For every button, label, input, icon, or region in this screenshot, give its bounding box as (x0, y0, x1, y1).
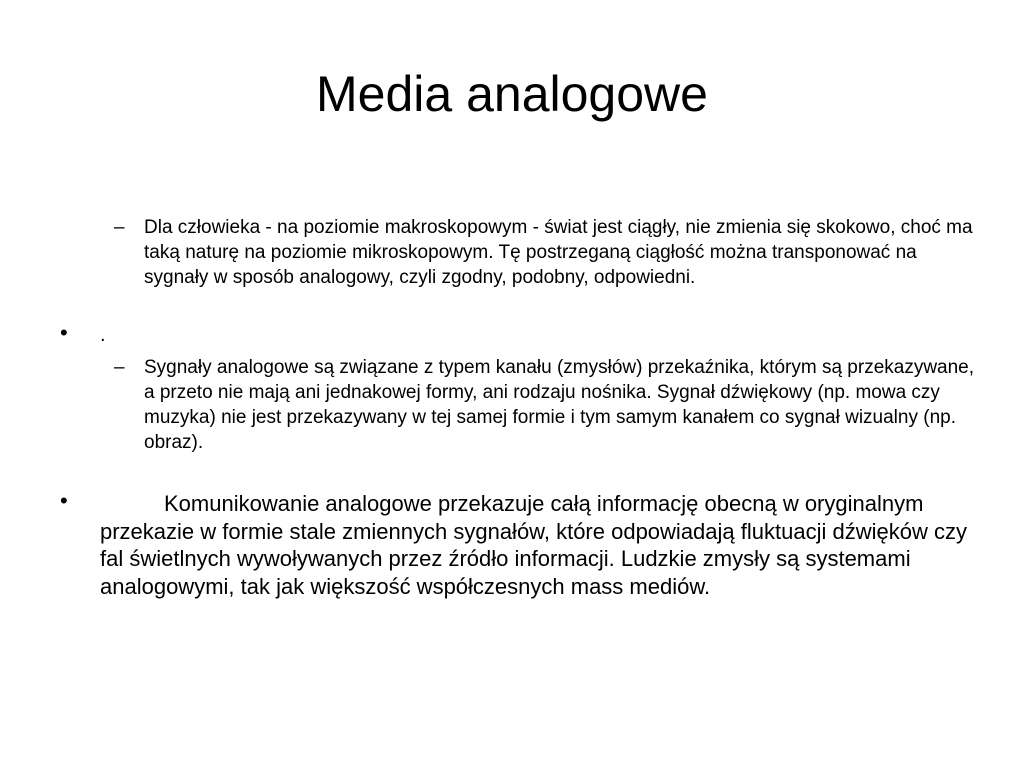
bullet-marker-2: • (60, 320, 68, 345)
slide-title: Media analogowe (316, 66, 708, 122)
sub-bullet-3 (100, 355, 980, 455)
bullet-2-text: . (100, 324, 106, 346)
sub-bullet-1 (100, 215, 980, 290)
dash-marker: – (114, 357, 125, 378)
bullet-marker-4: • (60, 488, 68, 513)
bullet-4-text: Komunikowanie analogowe przekazuje całą informację obecną w oryginalnym przekazie w formie stale zmiennych sygnałów, które odpowiadają fluktuacji dźwięków czy fal świetlnych wywoływanych przez źródło informacji. Ludzkie zmysły są systemami analogowymi, tak jak większość współczesnych mass mediów. (100, 491, 967, 599)
sub-bullet-3-text: Sygnały analogowe są związane z typem kanału (zmysłów) przekaźnika, którym są przekazywane, a przeto nie mają ani jednakowej formy, ani rodzaju nośnika. Sygnał dźwiękowy (np. mowa czy muzyka) nie jest przekazywany w tej samej formie i tym samym kanałem co sygnał wizualny (np. obraz). (144, 357, 975, 453)
sub-bullet-1-text: Dla człowieka - na poziomie makroskopowym - świat jest ciągły, nie zmienia się skokowo, choć ma taką naturę na poziomie mikroskopowym. Tę postrzeganą ciągłość można transponować na sygnały w sposób analogowy, czyli zgodny, podobny, odpowiedni. (144, 217, 973, 288)
dash-marker: – (114, 217, 125, 238)
bullet-4 (100, 490, 980, 600)
